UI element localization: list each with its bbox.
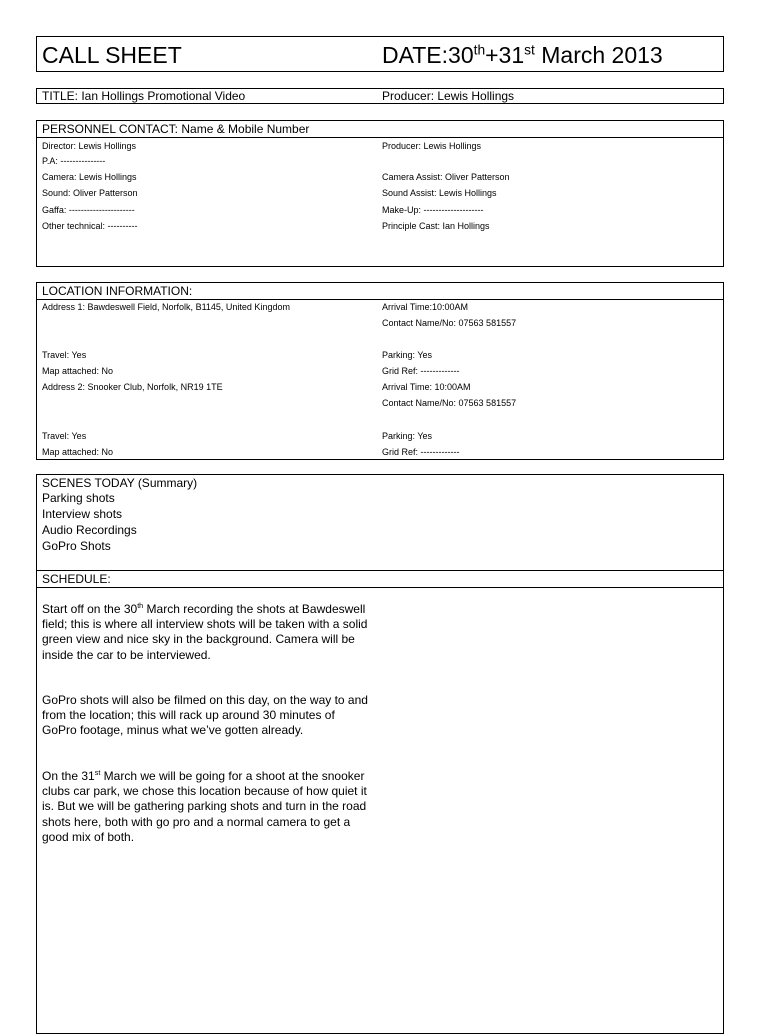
parking-1: Parking: Yes — [382, 350, 433, 360]
schedule-paragraph-2: GoPro shots will also be filmed on this day, on the way to and from the location; this will rack up around 30 minutes of GoPro footage, minus what we’ve gotten already. — [42, 693, 368, 738]
schedule-paragraph-3: On the 31st March we will be going for a shoot at the snooker clubs car park, we chose this location because of how quiet it is. But we will be gathering parking shots and turn in the road shots here, both with go pro and a normal camera to get a good mix of both. — [42, 768, 367, 844]
personnel-producer: Producer: Lewis Hollings — [382, 141, 482, 151]
address-1: Address 1: Bawdeswell Field, Norfolk, B1145, United Kingdom — [42, 302, 290, 312]
title-row — [36, 88, 724, 104]
map-attached-2: Map attached: No — [42, 447, 114, 457]
scenes-heading: SCENES TODAY (Summary) — [42, 476, 198, 490]
video-title: TITLE: Ian Hollings Promotional Video — [42, 89, 246, 103]
travel-1: Travel: Yes — [42, 350, 87, 360]
contact-2: Contact Name/No: 07563 581557 — [382, 398, 517, 408]
scene-item: Parking shots — [42, 491, 115, 505]
personnel-camera-assist: Camera Assist: Oliver Patterson — [382, 172, 510, 182]
contact-1: Contact Name/No: 07563 581557 — [382, 318, 517, 328]
arrival-time-1: Arrival Time:10:00AM — [382, 302, 469, 312]
personnel-make-up: Make-Up: -------------------- — [382, 205, 484, 215]
header-box — [36, 36, 724, 72]
personnel-sound-assist: Sound Assist: Lewis Hollings — [382, 188, 497, 198]
call-sheet-title: CALL SHEET — [42, 42, 182, 68]
personnel-heading: PERSONNEL CONTACT: Name & Mobile Number — [42, 122, 310, 136]
grid-ref-2: Grid Ref: ------------- — [382, 447, 460, 457]
address-2: Address 2: Snooker Club, Norfolk, NR19 1TE — [42, 382, 223, 392]
personnel-principle-cast: Principle Cast: Ian Hollings — [382, 221, 490, 231]
personnel-sound: Sound: Oliver Patterson — [42, 188, 138, 198]
personnel-other-technical: Other technical: ---------- — [42, 221, 138, 231]
scenes-schedule-section — [36, 474, 724, 1034]
schedule-heading: SCHEDULE: — [42, 572, 111, 586]
parking-2: Parking: Yes — [382, 431, 433, 441]
personnel-section — [36, 120, 724, 267]
personnel-director: Director: Lewis Hollings — [42, 141, 137, 151]
grid-ref-1: Grid Ref: ------------- — [382, 366, 460, 376]
travel-2: Travel: Yes — [42, 431, 87, 441]
location-section — [36, 282, 724, 460]
scene-item: Audio Recordings — [42, 523, 137, 537]
scene-item: GoPro Shots — [42, 539, 111, 553]
personnel-camera: Camera: Lewis Hollings — [42, 172, 137, 182]
location-heading: LOCATION INFORMATION: — [42, 284, 193, 298]
producer-label: Producer: Lewis Hollings — [382, 89, 515, 103]
shoot-date: DATE:30th+31st March 2013 — [382, 42, 663, 68]
personnel-gaffa: Gaffa: ---------------------- — [42, 205, 135, 215]
arrival-time-2: Arrival Time: 10:00AM — [382, 382, 471, 392]
scene-item: Interview shots — [42, 507, 123, 521]
schedule-paragraph-1: Start off on the 30th March recording the shots at Bawdeswell field; this is where all interview shots will be taken with a solid green view and nice sky in the background. Camera will be inside the car to be interviewed. — [42, 601, 368, 662]
map-attached-1: Map attached: No — [42, 366, 114, 376]
personnel-pa: P.A: --------------- — [42, 156, 106, 166]
